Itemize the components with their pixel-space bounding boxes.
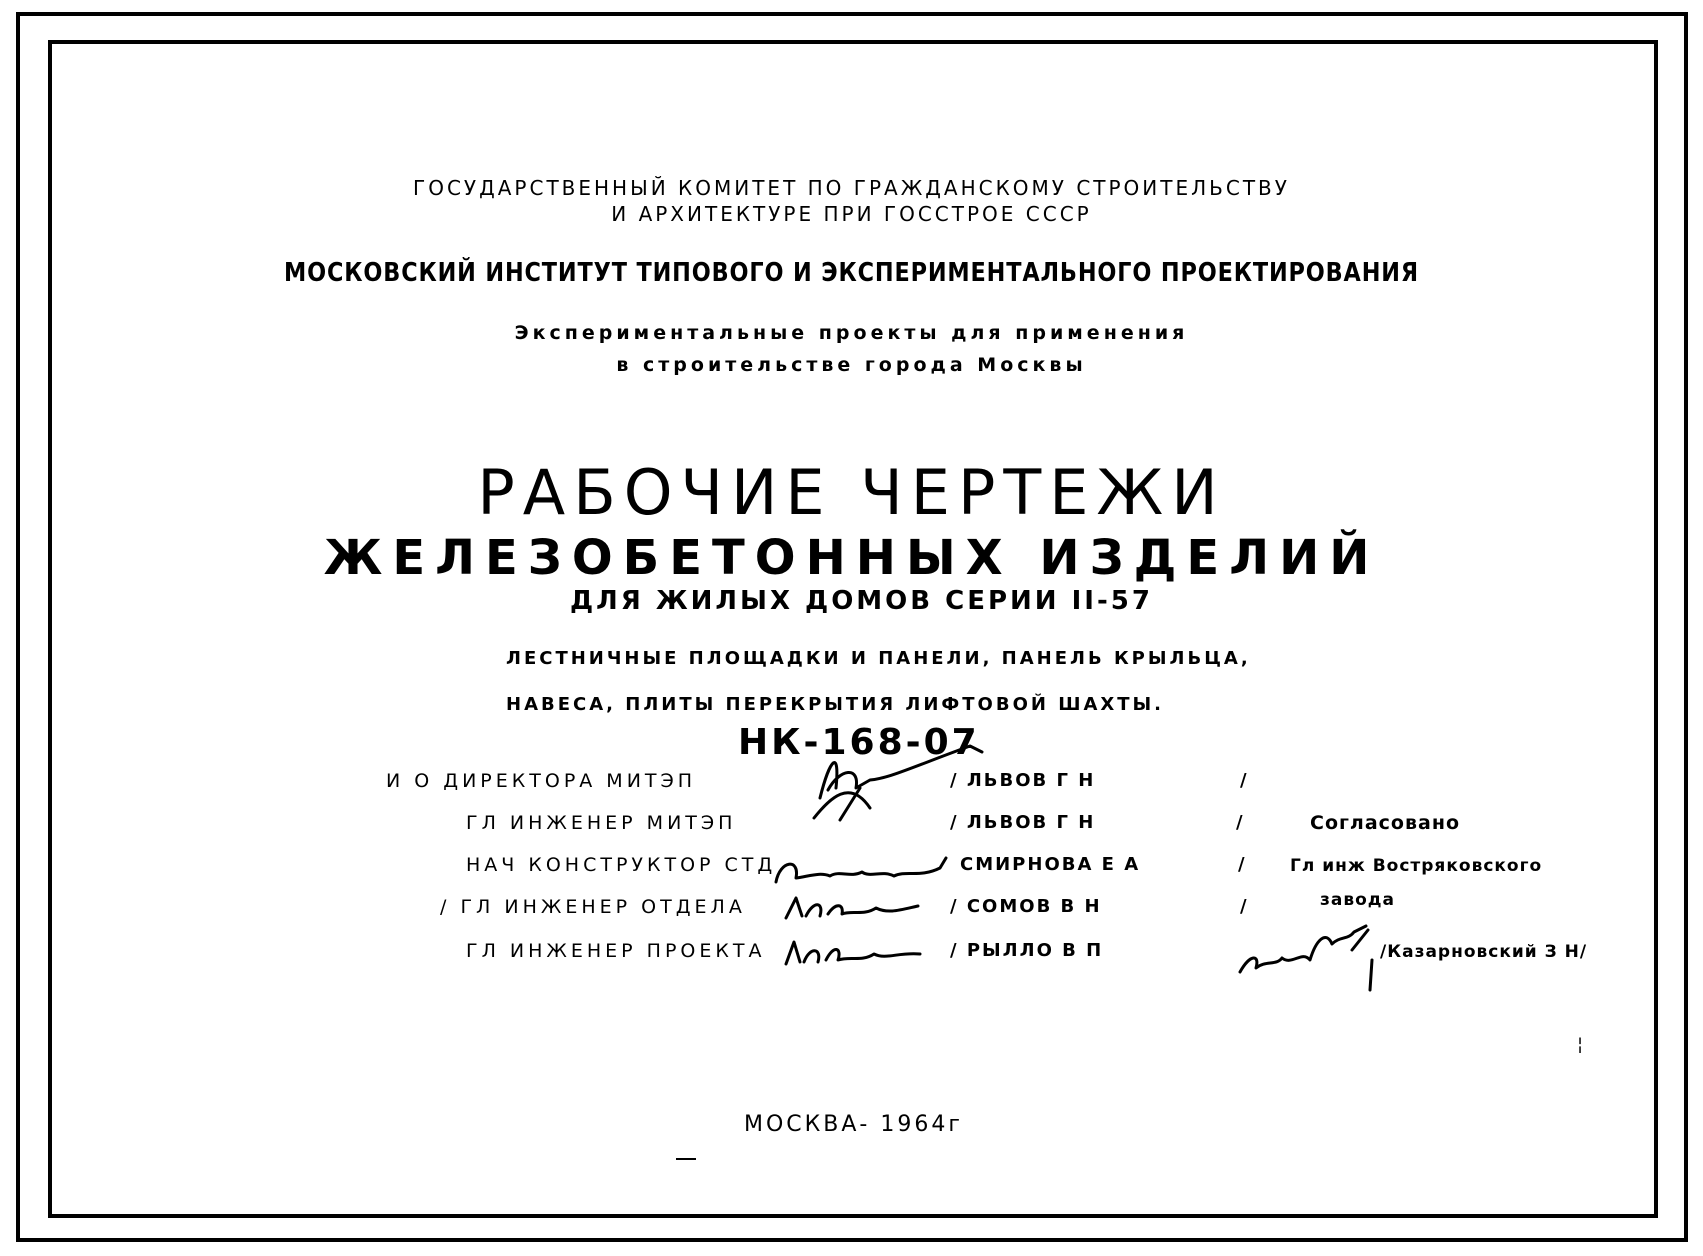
footer-dash: [676, 1158, 696, 1160]
signature-position-2: ГЛ ИНЖЕНЕР МИТЭП: [466, 812, 737, 834]
signature-position-1: И О ДИРЕКТОРА МИТЭП: [386, 770, 697, 792]
divider-slash-3: /: [1238, 854, 1247, 875]
handwritten-signature-approval: [1236, 910, 1386, 990]
signature-name-5: / РЫЛЛО В П: [950, 940, 1104, 961]
handwritten-signature-project-engineer: [780, 934, 930, 970]
handwritten-signature-director: [800, 738, 990, 828]
signature-position-5: ГЛ ИНЖЕНЕР ПРОЕКТА: [466, 940, 766, 962]
approval-line-1: Гл инж Востряковского: [1290, 856, 1543, 876]
title-line-2: ЖЕЛЕЗОБЕТОННЫХ ИЗДЕЛИЙ: [323, 530, 1380, 586]
signature-name-1: / ЛЬВОВ Г Н: [950, 770, 1096, 791]
handwritten-signature-dept-engineer: [780, 890, 930, 926]
series-line: ДЛЯ ЖИЛЫХ ДОМОВ СЕРИИ II-57: [570, 586, 1153, 616]
committee-line-1: ГОСУДАРСТВЕННЫЙ КОМИТЕТ ПО ГРАЖДАНСКОМУ СТРОИТЕЛЬСТВУ: [413, 176, 1290, 200]
signature-name-2: / ЛЬВОВ Г Н: [950, 812, 1096, 833]
divider-slash-2: /: [1236, 812, 1245, 833]
divider-slash-4: /: [1240, 896, 1249, 917]
items-line-1: ЛЕСТНИЧНЫЕ ПЛОЩАДКИ И ПАНЕЛИ, ПАНЕЛЬ КРЫЛЬЦА,: [506, 648, 1251, 669]
experimental-line-2: в строительстве города Москвы: [616, 354, 1087, 376]
items-line-2: НАВЕСА, ПЛИТЫ ПЕРЕКРЫТИЯ ЛИФТОВОЙ ШАХТЫ.: [506, 694, 1165, 715]
signature-position-3: НАЧ КОНСТРУКТОР СТД: [466, 854, 777, 876]
approval-name: /Казарновский З Н/: [1380, 942, 1588, 962]
document-code: НК-168-07: [738, 722, 980, 763]
signature-position-4-text: ГЛ ИНЖЕНЕР ОТДЕЛА: [460, 896, 746, 918]
experimental-line-1: Экспериментальные проекты для применения: [514, 322, 1189, 344]
approval-line-2: завода: [1320, 890, 1395, 910]
institute-name: МОСКОВСКИЙ ИНСТИТУТ ТИПОВОГО И ЭКСПЕРИМЕНТАЛЬНОГО ПРОЕКТИРОВАНИЯ: [284, 258, 1419, 288]
city-year: МОСКВА- 1964г: [744, 1112, 963, 1137]
signature-position-4: / ГЛ ИНЖЕНЕР ОТДЕЛА: [440, 896, 746, 918]
signature-name-4-text: СОМОВ В Н: [966, 896, 1102, 917]
signature-name-1-text: ЛЬВОВ Г Н: [966, 770, 1096, 791]
signature-name-5-text: РЫЛЛО В П: [966, 940, 1104, 961]
title-line-1: РАБОЧИЕ ЧЕРТЕЖИ: [477, 456, 1226, 529]
handwritten-signature-constructor: [770, 852, 960, 892]
signature-name-2-text: ЛЬВОВ Г Н: [966, 812, 1096, 833]
divider-slash-1: /: [1240, 770, 1249, 791]
signature-name-3: СМИРНОВА Е А: [960, 854, 1141, 875]
signature-name-4: / СОМОВ В Н: [950, 896, 1102, 917]
committee-line-2: И АРХИТЕКТУРЕ ПРИ ГОССТРОЕ СССР: [611, 202, 1092, 226]
margin-mark: ¦: [1577, 1034, 1584, 1055]
approval-label: Согласовано: [1310, 812, 1461, 834]
